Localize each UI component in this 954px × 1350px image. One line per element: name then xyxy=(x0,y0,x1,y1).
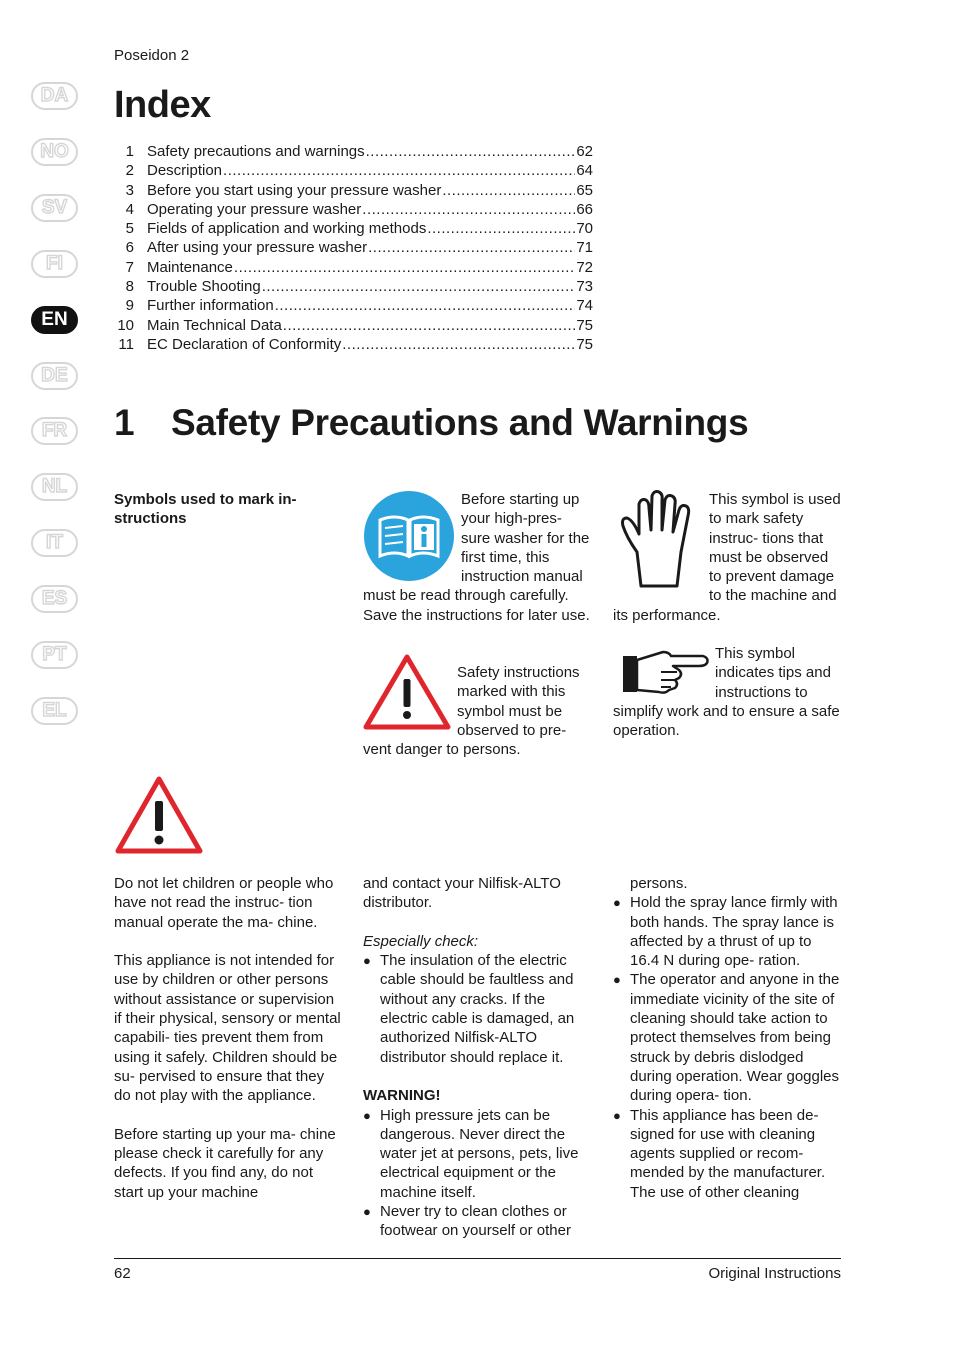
toc-page: 64 xyxy=(576,162,593,180)
toc-number: 4 xyxy=(125,200,134,218)
language-tab-no[interactable]: NO xyxy=(31,138,78,166)
hand-symbol-block xyxy=(613,490,841,625)
paragraph-children: Do not let children or people who have not read the instruc- tion manual operate the ma- chine. xyxy=(114,875,334,931)
toc-leader-dots xyxy=(368,239,575,256)
language-tab-sv[interactable]: SV xyxy=(31,194,78,222)
toc-title: Operating your pressure washer xyxy=(147,200,362,218)
section-number: 1 xyxy=(114,402,135,443)
symbols-heading xyxy=(114,490,344,529)
list-item-text: Hold the spray lance firmly with both hands. The spray lance is affected by a thrust of up to 16.4 N during ope- ration. xyxy=(630,894,838,970)
toc-page: 73 xyxy=(576,278,593,296)
paragraph-contact-distributor: and contact your Nilfisk-ALTO distributor. xyxy=(363,875,561,912)
large-warning-triangle-icon xyxy=(114,775,204,855)
toc-leader-dots xyxy=(442,182,575,199)
especially-check-label: Especially check: xyxy=(363,932,479,950)
paragraph-persons: persons. xyxy=(630,875,688,892)
body-column-1 xyxy=(114,874,344,1202)
language-tab-de[interactable]: DE xyxy=(31,362,78,390)
bullet-icon: ● xyxy=(613,895,621,911)
body-column-3 xyxy=(613,874,841,1202)
warning-label: WARNING! xyxy=(363,1087,441,1105)
list-item xyxy=(613,893,841,970)
symbols-heading-line1: Symbols used to mark in- xyxy=(114,491,297,508)
toc-entry[interactable] xyxy=(114,220,593,239)
paragraph-appliance-use: This appliance is not intended for use by children or other persons without assistance or supervision if their physical, sensory or mental capabili- ties prevent them from using it safely. Children should be su- pervised to ensure that they do not play with the appliance. xyxy=(114,952,341,1105)
document-header: Poseidon 2 xyxy=(114,47,190,64)
manual-symbol-text: Before starting up your high-pres- sure washer for the first time, this instruction manual must be read through carefully. Save the instructions for later use. xyxy=(363,491,590,624)
list-item-text: High pressure jets can be dangerous. Never direct the water jet at persons, pets, live electrical equipment or the machine itself. xyxy=(380,1106,579,1201)
table-of-contents xyxy=(114,143,593,355)
toc-title: EC Declaration of Conformity xyxy=(147,335,342,353)
paragraph-check-defects: Before starting up your ma- chine please check it carefully for any defects. If you find any, do not start up your machine xyxy=(114,1125,336,1201)
toc-leader-dots xyxy=(262,278,576,295)
toc-number: 5 xyxy=(125,220,134,238)
bullet-icon: ● xyxy=(363,1107,371,1123)
language-tab-fr[interactable]: FR xyxy=(31,417,78,445)
page-number: 62 xyxy=(114,1265,131,1282)
toc-page: 75 xyxy=(576,335,593,353)
toc-page: 70 xyxy=(576,220,593,238)
toc-number: 1 xyxy=(125,143,134,160)
bullet-icon: ● xyxy=(613,1107,621,1123)
toc-entry[interactable] xyxy=(114,201,593,220)
toc-title: Trouble Shooting xyxy=(147,278,261,296)
list-item-text: Never try to clean clothes or footwear on yourself or other xyxy=(380,1203,571,1240)
list-item xyxy=(363,1106,593,1202)
toc-page: 74 xyxy=(576,297,593,315)
toc-entry[interactable] xyxy=(114,143,593,162)
list-item-text: The operator and anyone in the immediate vicinity of the site of cleaning should take action to protect themselves from being struck by debris dislodged during operation. Wear goggles during opera- tion. xyxy=(630,971,840,1105)
toc-page: 72 xyxy=(576,258,593,276)
toc-entry[interactable] xyxy=(114,182,593,201)
language-tab-es[interactable]: ES xyxy=(31,585,78,613)
toc-number: 6 xyxy=(125,239,134,257)
toc-leader-dots xyxy=(223,162,575,179)
toc-leader-dots xyxy=(427,220,575,237)
toc-entry[interactable] xyxy=(114,162,593,181)
toc-number: 11 xyxy=(118,335,134,353)
toc-title: Maintenance xyxy=(147,258,233,276)
list-item-text: The insulation of the electric cable should be faultless and without any cracks. If the electric cable is damaged, an authorized Nilfisk-ALTO distributor should replace it. xyxy=(380,952,575,1066)
instruction-manual-icon xyxy=(363,490,455,582)
toc-number: 7 xyxy=(125,258,134,276)
toc-number: 10 xyxy=(117,316,134,334)
toc-title: Description xyxy=(147,162,223,180)
bullet-icon: ● xyxy=(613,972,621,988)
toc-number: 2 xyxy=(125,162,134,180)
toc-title: Main Technical Data xyxy=(147,316,282,334)
toc-page: 65 xyxy=(576,181,593,199)
toc-title: Fields of application and working methods xyxy=(147,220,427,238)
toc-entry[interactable] xyxy=(114,239,593,258)
toc-leader-dots xyxy=(342,336,575,353)
toc-page: 62 xyxy=(576,143,593,160)
section-heading xyxy=(114,402,748,444)
index-heading: Index xyxy=(114,84,211,126)
toc-entry[interactable] xyxy=(114,278,593,297)
toc-leader-dots xyxy=(283,317,576,334)
list-item xyxy=(613,970,841,1105)
toc-title: After using your pressure washer xyxy=(147,239,368,257)
toc-title: Safety precautions and warnings xyxy=(147,143,365,160)
warning-triangle-icon xyxy=(363,653,451,731)
toc-page: 66 xyxy=(576,200,593,218)
toc-number: 8 xyxy=(125,278,134,296)
toc-title: Before you start using your pressure washer xyxy=(147,181,442,199)
language-tab-el[interactable]: EL xyxy=(31,697,78,725)
hand-stop-icon xyxy=(619,490,703,590)
toc-leader-dots xyxy=(362,201,575,218)
language-tab-it[interactable]: IT xyxy=(31,529,78,557)
warning-symbol-text: Safety instructions marked with this symbol must be observed to pre- vent danger to persons. xyxy=(363,664,580,759)
toc-number: 9 xyxy=(125,297,134,315)
pointing-hand-icon xyxy=(613,646,709,696)
language-tab-nl[interactable]: NL xyxy=(31,473,78,501)
footer-rule xyxy=(114,1258,841,1259)
body-column-2 xyxy=(363,874,593,1241)
toc-leader-dots xyxy=(275,297,576,314)
toc-entry[interactable] xyxy=(114,336,593,355)
bullet-icon: ● xyxy=(363,953,371,969)
tip-symbol-block xyxy=(613,644,841,740)
list-item-text: This appliance has been de- signed for use with cleaning agents supplied or recom- mended by the manufacturer. The use of other cleaning xyxy=(630,1106,826,1201)
toc-entry[interactable] xyxy=(114,259,593,278)
tip-symbol-text: This symbol indicates tips and instructions to simplify work and to ensure a safe operation. xyxy=(613,645,840,740)
language-tab-en[interactable]: EN xyxy=(31,306,78,334)
toc-leader-dots xyxy=(234,259,575,276)
hand-symbol-text: This symbol is used to mark safety instruc- tions that must be observed to prevent damage to the machine and its performance. xyxy=(613,491,841,624)
language-tab-pt[interactable]: PT xyxy=(31,641,78,669)
bullet-icon: ● xyxy=(363,1204,371,1220)
language-tab-fi[interactable]: FI xyxy=(31,250,78,278)
list-item xyxy=(363,951,593,1067)
section-title: Safety Precautions and Warnings xyxy=(171,402,749,443)
manual-symbol-block xyxy=(363,490,591,625)
toc-entry[interactable] xyxy=(114,297,593,316)
warning-symbol-block xyxy=(363,663,591,759)
list-item xyxy=(363,1202,593,1241)
symbols-heading-line2: structions xyxy=(114,510,187,528)
toc-page: 71 xyxy=(576,239,593,257)
toc-leader-dots xyxy=(366,143,576,160)
language-tab-da[interactable]: DA xyxy=(31,82,78,110)
toc-page: 75 xyxy=(576,316,593,334)
list-item xyxy=(613,1106,841,1202)
toc-entry[interactable] xyxy=(114,317,593,336)
footer-label: Original Instructions xyxy=(708,1265,841,1282)
toc-title: Further information xyxy=(147,297,274,315)
toc-number: 3 xyxy=(125,181,134,199)
